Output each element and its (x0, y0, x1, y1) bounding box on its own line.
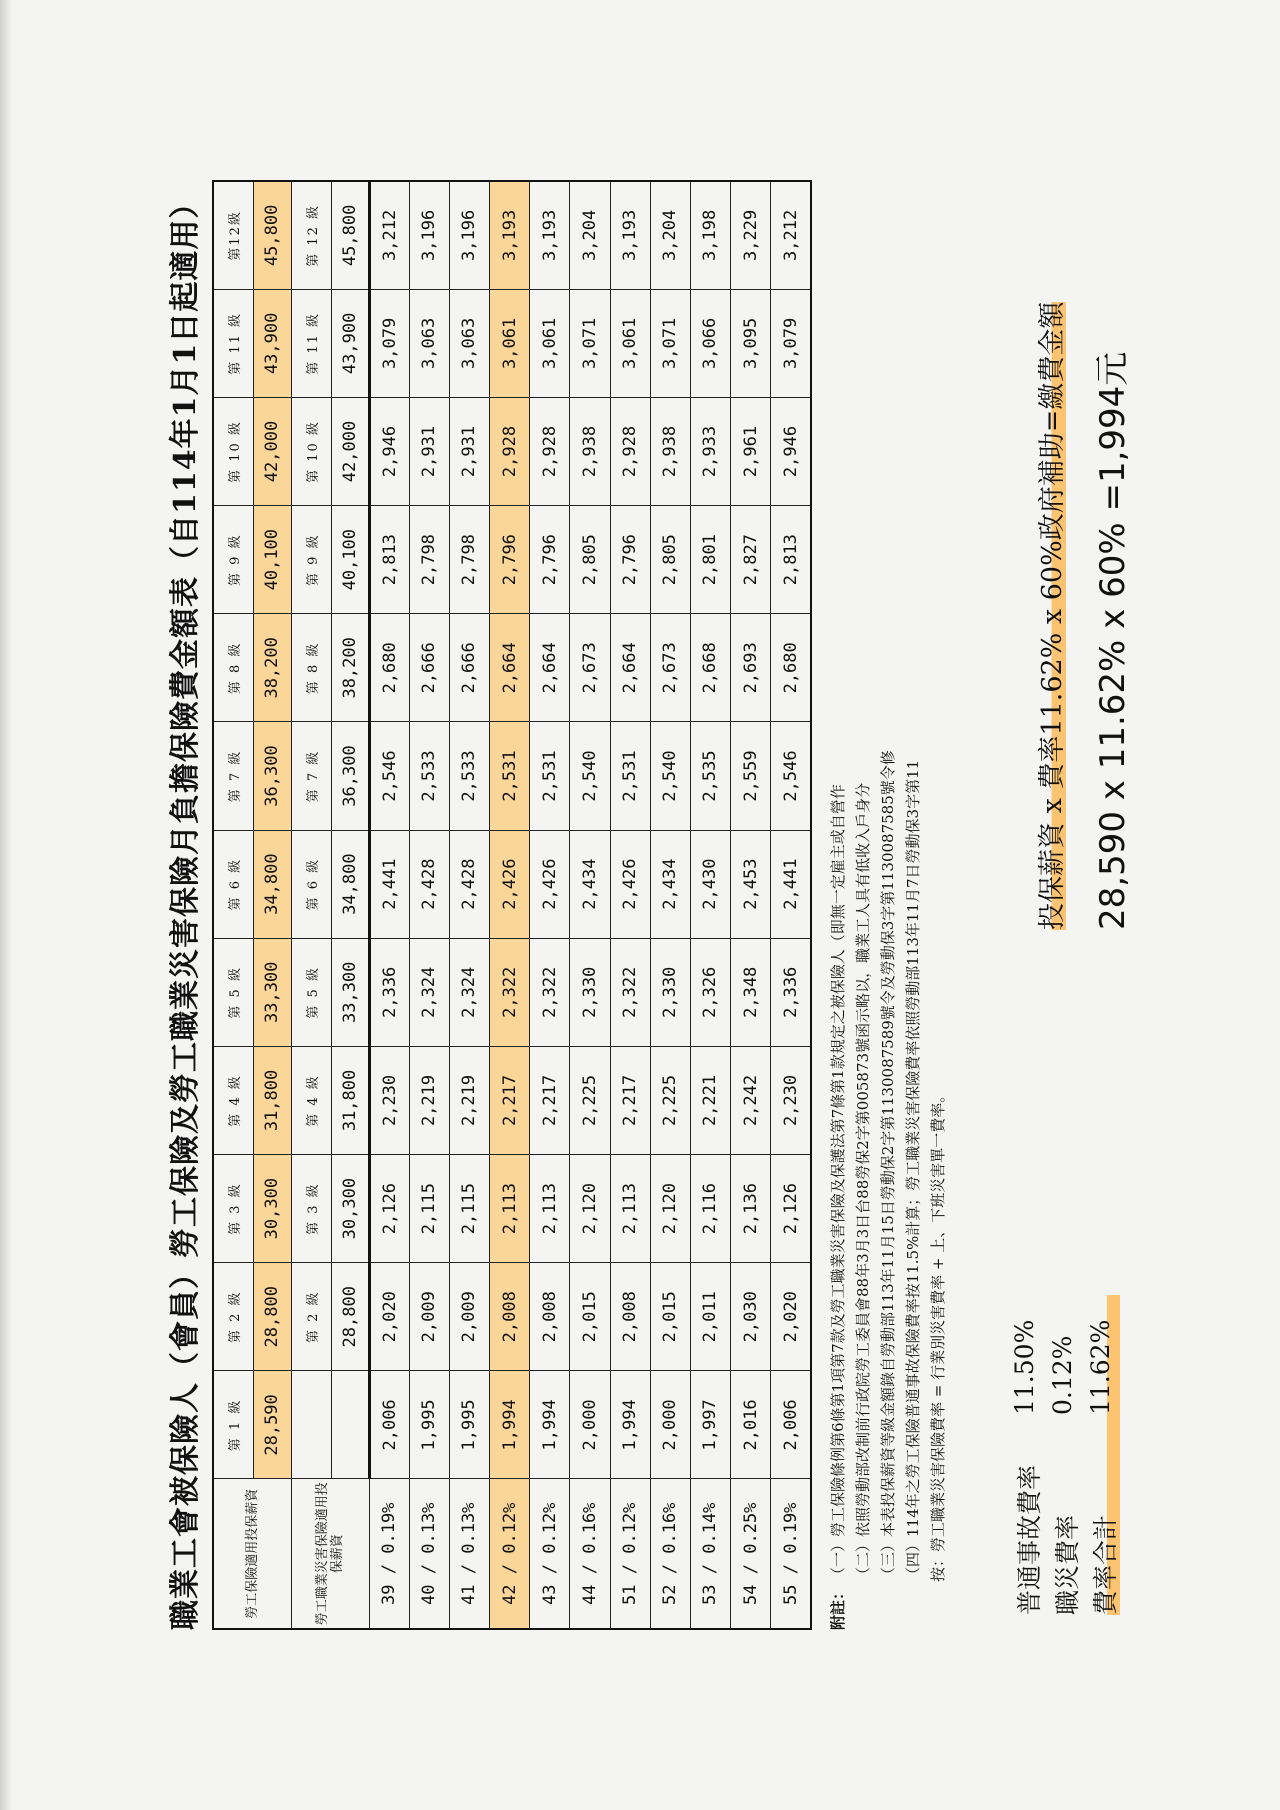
grade-label: 第 11 級 (213, 289, 253, 397)
premium-cell: 2,664 (610, 614, 650, 722)
table-row (369, 181, 409, 1629)
grade-label: 第 6 級 (291, 830, 331, 938)
document-sheet (150, 0, 1150, 1650)
occ-grade-row (291, 181, 331, 1629)
premium-cell: 3,071 (570, 289, 610, 397)
wage-value: 30,300 (331, 1155, 369, 1263)
industry-rate-label: 44 / 0.16% (570, 1479, 610, 1629)
note-text: （二）依照勞動部改制前行政院勞工委員會88年3月3日台88勞保2字第005873號函示略以，職業工人具有低收入戶身分 (854, 782, 872, 1582)
grade-label: 第 9 級 (213, 506, 253, 614)
premium-cell: 2,006 (369, 1371, 409, 1479)
grade-label: 第 7 級 (291, 722, 331, 830)
premium-cell: 2,540 (570, 722, 610, 830)
premium-cell: 2,796 (490, 506, 530, 614)
premium-cell: 3,079 (771, 289, 811, 397)
premium-cell: 2,008 (610, 1263, 650, 1371)
premium-cell: 2,242 (731, 1046, 771, 1154)
rate-row (1048, 1295, 1086, 1615)
premium-cell: 2,664 (490, 614, 530, 722)
wage-value: 45,800 (331, 181, 369, 289)
industry-rate-label: 43 / 0.12% (530, 1479, 570, 1629)
grade-label: 第 4 級 (291, 1046, 331, 1154)
formula-calculation: 28,590 x 11.62% x 60% =1,994元 (1093, 351, 1133, 930)
premium-cell: 2,666 (409, 614, 449, 722)
note-line (851, 10, 876, 1630)
wage-blank (331, 1371, 369, 1479)
wage-value: 28,800 (253, 1263, 291, 1371)
rate-row (1086, 1295, 1124, 1615)
industry-rate-label: 40 / 0.13% (409, 1479, 449, 1629)
premium-cell: 2,009 (449, 1263, 489, 1371)
grade-label: 第 12 級 (291, 181, 331, 289)
grade-label: 第 4 級 (213, 1046, 253, 1154)
grade-label: 第 2 級 (291, 1263, 331, 1371)
premium-cell: 2,126 (771, 1155, 811, 1263)
grade-label: 第 11 級 (291, 289, 331, 397)
premium-cell: 2,928 (610, 397, 650, 505)
premium-cell: 2,796 (530, 506, 570, 614)
premium-cell: 3,198 (690, 181, 730, 289)
premium-cell: 1,994 (610, 1371, 650, 1479)
premium-cell: 3,061 (610, 289, 650, 397)
grade-label: 第 8 級 (213, 614, 253, 722)
premium-cell: 1,995 (449, 1371, 489, 1479)
premium-cell: 2,961 (731, 397, 771, 505)
document-title: 職業工會被保險人（會員）勞工保險及勞工職業災害保險月負擔保險費金額表（自114年1月1日起適用） (168, 187, 203, 1630)
premium-cell: 3,095 (731, 289, 771, 397)
premium-cell: 2,428 (449, 830, 489, 938)
premium-cell: 2,798 (449, 506, 489, 614)
wage-value: 43,900 (331, 289, 369, 397)
premium-cell: 1,994 (530, 1371, 570, 1479)
premium-cell: 2,120 (570, 1155, 610, 1263)
premium-cell: 2,016 (731, 1371, 771, 1479)
premium-cell: 2,009 (409, 1263, 449, 1371)
industry-rate-label: 41 / 0.13% (449, 1479, 489, 1629)
premium-cell: 2,324 (449, 938, 489, 1046)
notes-label: 附註： (829, 1584, 847, 1630)
premium-cell: 1,995 (409, 1371, 449, 1479)
premium-cell: 2,946 (369, 397, 409, 505)
grade-label: 第 3 級 (291, 1155, 331, 1263)
table-row (409, 181, 449, 1629)
premium-cell: 2,020 (369, 1263, 409, 1371)
premium-cell: 2,813 (369, 506, 409, 614)
wage-value: 28,590 (253, 1371, 291, 1479)
occ-wage-row (331, 181, 369, 1629)
premium-cell: 2,533 (409, 722, 449, 830)
premium-table (212, 180, 812, 1630)
premium-cell: 2,116 (690, 1155, 730, 1263)
premium-cell: 2,664 (530, 614, 570, 722)
premium-cell: 2,322 (490, 938, 530, 1046)
premium-cell: 2,680 (771, 614, 811, 722)
premium-cell: 2,938 (650, 397, 690, 505)
premium-cell: 2,426 (490, 830, 530, 938)
premium-cell: 2,535 (690, 722, 730, 830)
premium-cell: 2,426 (530, 830, 570, 938)
premium-cell: 2,453 (731, 830, 771, 938)
premium-cell: 2,326 (690, 938, 730, 1046)
grade-label: 第 5 級 (213, 938, 253, 1046)
premium-cell: 2,827 (731, 506, 771, 614)
premium-cell: 2,430 (690, 830, 730, 938)
premium-cell: 2,324 (409, 938, 449, 1046)
premium-cell: 3,193 (610, 181, 650, 289)
rate-row (1010, 1295, 1048, 1615)
premium-cell: 2,221 (690, 1046, 730, 1154)
premium-cell: 3,196 (409, 181, 449, 289)
table-row (610, 181, 650, 1629)
wage-value: 36,300 (331, 722, 369, 830)
grade-label: 第 7 級 (213, 722, 253, 830)
wage-value: 45,800 (253, 181, 291, 289)
wage-value: 43,900 (253, 289, 291, 397)
premium-cell: 3,229 (731, 181, 771, 289)
premium-cell: 2,115 (409, 1155, 449, 1263)
notes (826, 10, 951, 1630)
table-row (690, 181, 730, 1629)
premium-cell: 2,020 (771, 1263, 811, 1371)
premium-cell: 2,559 (731, 722, 771, 830)
premium-cell: 2,322 (530, 938, 570, 1046)
labor-wage-header: 勞工保險適用投保薪資 (213, 1479, 291, 1629)
note-text: （四）114年之勞工保險普通事故保險費率按11.5%計算；勞工職業災害保險費率依照勞動部113年11月7日勞動保3字第11 (904, 759, 922, 1582)
grade-label: 第12級 (213, 181, 253, 289)
premium-cell: 2,931 (409, 397, 449, 505)
premium-cell: 2,798 (409, 506, 449, 614)
industry-rate-label: 53 / 0.14% (690, 1479, 730, 1629)
wage-value: 42,000 (331, 397, 369, 505)
premium-cell: 2,673 (570, 614, 610, 722)
premium-cell: 2,668 (690, 614, 730, 722)
occ-wage-header: 勞工職業災害保險適用投保薪資 (291, 1479, 369, 1629)
wage-value: 31,800 (253, 1046, 291, 1154)
rate-value: 11.50% (1010, 1319, 1039, 1415)
industry-rate-label: 51 / 0.12% (610, 1479, 650, 1629)
premium-cell: 2,531 (530, 722, 570, 830)
grade-label: 第 9 級 (291, 506, 331, 614)
wage-value: 34,800 (253, 830, 291, 938)
note-text: （一）勞工保險條例第6條第1項第7款及勞工職業災害保險及保護法第7條第1款規定之被保險人（即無一定雇主或自營作 (829, 784, 847, 1582)
premium-cell: 2,540 (650, 722, 690, 830)
premium-cell: 2,336 (771, 938, 811, 1046)
note-text: （三）本表投保薪資等級金額錄自勞動部113年11月15日勞動保2字第1130087589號令及勞動保3字第1130087585號令修 (879, 750, 897, 1582)
note-line (826, 10, 851, 1630)
premium-cell: 2,120 (650, 1155, 690, 1263)
premium-cell: 2,225 (570, 1046, 610, 1154)
grade-label: 第 10 級 (213, 397, 253, 505)
premium-cell: 2,805 (650, 506, 690, 614)
premium-cell: 2,011 (690, 1263, 730, 1371)
premium-cell: 2,673 (650, 614, 690, 722)
industry-rate-label: 52 / 0.16% (650, 1479, 690, 1629)
rate-label: 費率合計 (1091, 1514, 1120, 1615)
premium-cell: 3,061 (490, 289, 530, 397)
wage-value: 38,200 (253, 614, 291, 722)
wage-value: 40,100 (253, 506, 291, 614)
premium-cell: 3,066 (690, 289, 730, 397)
premium-cell: 1,997 (690, 1371, 730, 1479)
premium-cell: 1,994 (490, 1371, 530, 1479)
premium-cell: 3,196 (449, 181, 489, 289)
wage-value: 36,300 (253, 722, 291, 830)
premium-cell: 2,546 (771, 722, 811, 830)
industry-rate-label: 42 / 0.12% (490, 1479, 530, 1629)
premium-cell: 2,225 (650, 1046, 690, 1154)
premium-cell: 3,071 (650, 289, 690, 397)
premium-cell: 2,219 (409, 1046, 449, 1154)
premium-cell: 2,330 (570, 938, 610, 1046)
rate-value: 11.62% (1086, 1319, 1115, 1415)
wage-value: 34,800 (331, 830, 369, 938)
premium-cell: 2,113 (530, 1155, 570, 1263)
wage-value: 38,200 (331, 614, 369, 722)
premium-cell: 2,336 (369, 938, 409, 1046)
rate-label: 職災費率 (1053, 1514, 1082, 1615)
table-row (570, 181, 610, 1629)
industry-rate-label: 54 / 0.25% (731, 1479, 771, 1629)
premium-cell: 2,136 (731, 1155, 771, 1263)
premium-cell: 2,348 (731, 938, 771, 1046)
premium-cell: 2,928 (490, 397, 530, 505)
premium-cell: 2,546 (369, 722, 409, 830)
premium-cell: 2,113 (610, 1155, 650, 1263)
premium-cell: 2,217 (530, 1046, 570, 1154)
premium-cell: 2,030 (731, 1263, 771, 1371)
premium-cell: 2,330 (650, 938, 690, 1046)
premium-cell: 2,115 (449, 1155, 489, 1263)
premium-cell: 3,063 (449, 289, 489, 397)
premium-cell: 2,230 (369, 1046, 409, 1154)
premium-cell: 2,126 (369, 1155, 409, 1263)
table-row (449, 181, 489, 1629)
wage-value: 28,800 (331, 1263, 369, 1371)
premium-cell: 2,946 (771, 397, 811, 505)
grade-header-row (213, 181, 253, 1629)
premium-cell: 2,006 (771, 1371, 811, 1479)
premium-cell: 3,193 (530, 181, 570, 289)
premium-cell: 2,441 (771, 830, 811, 938)
premium-cell: 2,322 (610, 938, 650, 1046)
premium-cell: 2,533 (449, 722, 489, 830)
wage-value: 40,100 (331, 506, 369, 614)
wage-value: 30,300 (253, 1155, 291, 1263)
industry-rate-label: 55 / 0.19% (771, 1479, 811, 1629)
wage-value: 31,800 (331, 1046, 369, 1154)
wage-value: 33,300 (331, 938, 369, 1046)
grade-label: 第 2 級 (213, 1263, 253, 1371)
premium-cell: 3,061 (530, 289, 570, 397)
grade-label: 第 8 級 (291, 614, 331, 722)
premium-cell: 2,008 (490, 1263, 530, 1371)
premium-cell: 2,426 (610, 830, 650, 938)
premium-cell: 3,063 (409, 289, 449, 397)
note-text: 按：勞工職業災害保險費率 = 行業別災害費率 + 上、下班災害單一費率。 (929, 1087, 947, 1582)
grade-label: 第 5 級 (291, 938, 331, 1046)
table-row (530, 181, 570, 1629)
premium-cell: 2,434 (650, 830, 690, 938)
premium-cell: 2,428 (409, 830, 449, 938)
premium-cell: 2,531 (490, 722, 530, 830)
note-line (876, 10, 901, 1630)
labor-wage-row (253, 181, 291, 1629)
premium-cell: 2,015 (570, 1263, 610, 1371)
premium-cell: 3,079 (369, 289, 409, 397)
premium-cell: 2,000 (650, 1371, 690, 1479)
premium-cell: 2,008 (530, 1263, 570, 1371)
premium-cell: 2,015 (650, 1263, 690, 1371)
rate-summary (1010, 1295, 1124, 1615)
premium-cell: 2,230 (771, 1046, 811, 1154)
industry-rate-label: 39 / 0.19% (369, 1479, 409, 1629)
premium-cell: 2,434 (570, 830, 610, 938)
premium-cell: 2,217 (610, 1046, 650, 1154)
wage-value: 42,000 (253, 397, 291, 505)
premium-cell: 2,801 (690, 506, 730, 614)
premium-cell: 3,204 (570, 181, 610, 289)
table-row (650, 181, 690, 1629)
premium-cell: 2,680 (369, 614, 409, 722)
table-row (771, 181, 811, 1629)
premium-cell: 2,531 (610, 722, 650, 830)
premium-cell: 2,928 (530, 397, 570, 505)
premium-cell: 2,938 (570, 397, 610, 505)
premium-cell: 2,000 (570, 1371, 610, 1479)
premium-cell: 3,193 (490, 181, 530, 289)
premium-cell: 2,933 (690, 397, 730, 505)
premium-cell: 2,693 (731, 614, 771, 722)
rate-value: 0.12% (1048, 1335, 1077, 1415)
formula-label: 投保薪資 x 費率11.62% x 60%政府補助=繳費金額 (1030, 302, 1069, 930)
wage-value: 33,300 (253, 938, 291, 1046)
premium-cell: 2,217 (490, 1046, 530, 1154)
table-row (490, 181, 530, 1629)
premium-cell: 3,212 (771, 181, 811, 289)
premium-cell: 2,931 (449, 397, 489, 505)
grade-label: 第 6 級 (213, 830, 253, 938)
note-line (926, 10, 951, 1630)
note-line (901, 10, 926, 1630)
rate-label: 普通事故費率 (1015, 1464, 1044, 1615)
premium-cell: 2,219 (449, 1046, 489, 1154)
premium-cell: 2,805 (570, 506, 610, 614)
premium-cell: 3,204 (650, 181, 690, 289)
premium-cell: 2,666 (449, 614, 489, 722)
table-row (731, 181, 771, 1629)
premium-cell: 2,113 (490, 1155, 530, 1263)
grade-label: 第 10 級 (291, 397, 331, 505)
premium-cell: 2,441 (369, 830, 409, 938)
premium-cell: 2,813 (771, 506, 811, 614)
premium-cell: 3,212 (369, 181, 409, 289)
scan-edge (0, 0, 12, 1810)
grade-blank (291, 1371, 331, 1479)
grade-label: 第 3 級 (213, 1155, 253, 1263)
premium-cell: 2,796 (610, 506, 650, 614)
grade-label: 第 1 級 (213, 1371, 253, 1479)
